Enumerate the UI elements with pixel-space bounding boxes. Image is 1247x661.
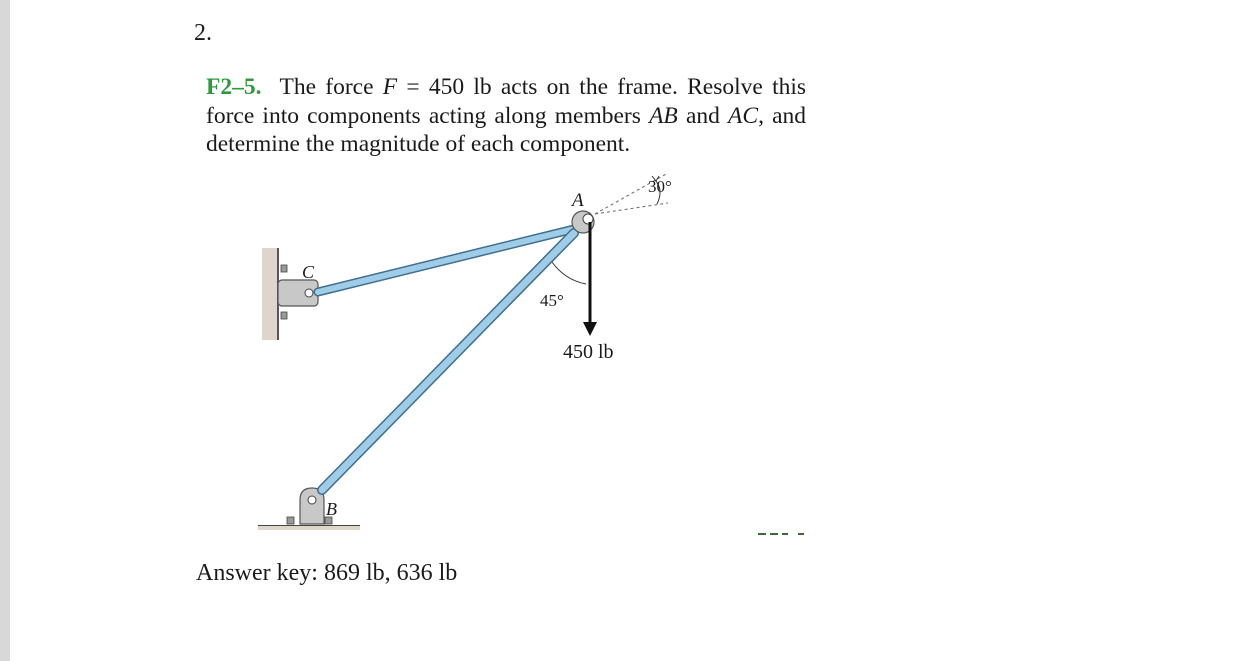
member-ab-bar (322, 233, 574, 490)
problem-text-2: = 450 lb acts on the frame. Resolve this force into components acting along members (206, 74, 807, 129)
member-ac: AC (728, 102, 759, 129)
label-a: A (572, 190, 584, 211)
angle-30-label: 30° (648, 177, 672, 196)
answer-key: Answer key: 869 lb, 636 lb (196, 560, 458, 586)
member-ab: AB (649, 102, 678, 129)
question-number: 2. (194, 20, 212, 46)
angle-45-arc (552, 262, 586, 284)
member-ac-bar (318, 229, 574, 292)
label-c: C (302, 262, 315, 282)
force-arrow (583, 222, 597, 336)
label-b: B (326, 499, 337, 519)
problem-text-1: The force (279, 74, 374, 100)
ground-support-b (258, 488, 360, 530)
force-symbol: F (382, 74, 398, 100)
problem-number: F2–5. (206, 74, 262, 100)
problem-text-3: and (685, 102, 720, 129)
angle-45-label: 45° (540, 291, 564, 310)
problem-text-4: , and determine the magnitude of each component. (206, 102, 807, 157)
force-label: 450 lb (563, 341, 614, 363)
